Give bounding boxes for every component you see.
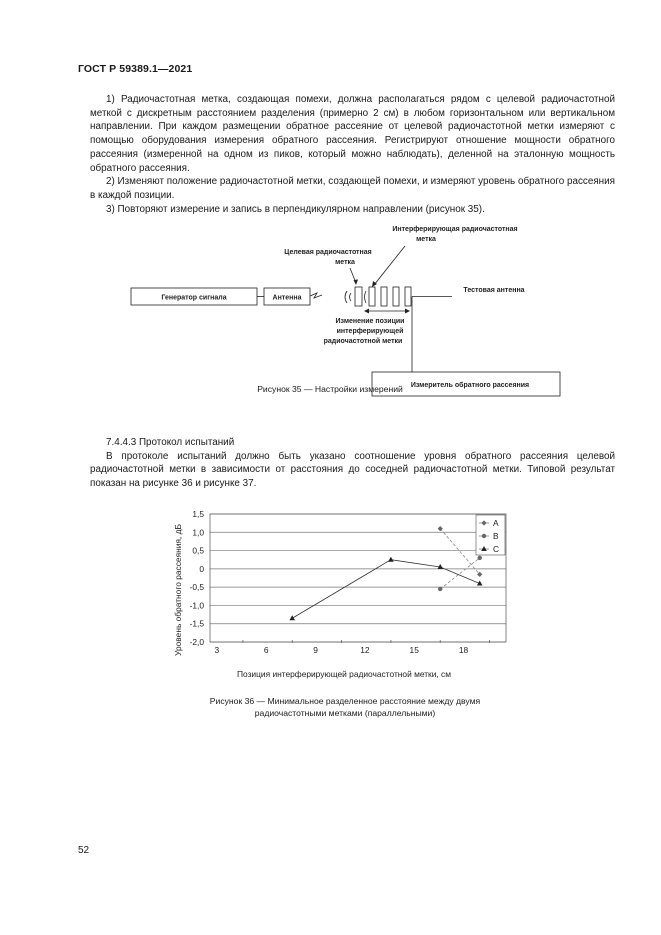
series-c-point: [289, 615, 295, 620]
figure-36-caption: [180, 696, 510, 719]
y-tick-label: 0: [199, 563, 204, 574]
chart-series-group: [289, 526, 482, 620]
figure-36-caption-line1: Рисунок 36 — Минимальное разделенное расстояние между двумя: [209, 696, 481, 706]
label-target-tag-line1: Целевая радиочастотная: [284, 249, 372, 256]
figure-35-diagram: [0, 215, 661, 405]
chart-x-axis-label: Позиция интерферирующей радиочастотной метки, см: [237, 669, 451, 679]
page-number: 52: [78, 845, 90, 856]
section-body: В протоколе испытаний должно быть указано соотношение уровня обратного рассеяния целевой радиочастотной метки в зависимости от расстояния до соседней радиочастотной метки. Типовой результат показан на рисунке 36 и рисунке 37.: [90, 450, 615, 490]
label-position-change-line3: радиочастотной метки: [323, 338, 403, 345]
wave-arc-icon: [345, 291, 347, 303]
y-tick-label: 0,5: [192, 545, 204, 556]
backscatter-meter-label: Измеритель обратного рассеяния: [410, 382, 530, 389]
series-b-point: [477, 556, 481, 560]
step-2: 2) Изменяют положение радиочастотной метки, создающей помехи, и измеряют уровень обратного рассеяния в каждой позиции.: [90, 176, 615, 201]
series-a-line: [440, 529, 479, 575]
y-tick-label: 1,0: [192, 527, 204, 538]
chart-legend: [476, 515, 505, 555]
y-tick-label: -1,0: [189, 600, 204, 611]
label-test-antenna: Тестовая антенна: [463, 287, 525, 294]
step-1: 1) Радиочастотная метка, создающая помехи, должна располагаться рядом с целевой радиочастотной меткой с дискретным расстоянием разделения (примерно 2 см) в любом горизонтальном или вертикальном направлении. При каждом размещении обратное рассеяние от целевой радиочастотной метки измеряют с помощью оборудования измерения обратного рассеяния. Регистрируют отношение мощности обратного рассеяния (измеренной на одном из пиков, который можно наблюдать), деленной на эталонную мощность обратного рассеяния.: [90, 94, 615, 174]
x-tick-label: 3: [214, 645, 220, 655]
legend-marker: [482, 534, 486, 538]
chart-y-axis-label: Уровень обратного рассеяния, дБ: [173, 524, 183, 656]
label-position-change-line1: Изменение позиции: [335, 318, 405, 325]
series-b-point: [438, 587, 442, 591]
step-3: 3) Повторяют измерение и запись в перпендикулярном направлении (рисунок 35).: [106, 203, 485, 215]
figure-36-caption-line2: радиочастотными метками (параллельными): [254, 707, 436, 718]
chart-y-ticks: [190, 509, 205, 647]
x-tick-label: 15: [409, 645, 419, 655]
chart-gridlines: [210, 514, 506, 642]
x-tick-label: 6: [263, 645, 269, 655]
section-7-4-4-3: [90, 436, 615, 491]
document-header: ГОСТ Р 59389.1—2021: [78, 63, 193, 75]
antenna-label: Антенна: [272, 294, 302, 302]
label-position-change-line2: интерферирующей: [336, 328, 404, 335]
label-target-tag-line2: метка: [335, 259, 355, 266]
label-interfering-tag-line1: Интерферирующая радиочастотная: [392, 226, 518, 233]
signal-generator-label: Генератор сигнала: [161, 294, 227, 302]
plot-frame: [210, 514, 506, 642]
section-heading: 7.4.4.3 Протокол испытаний: [106, 437, 235, 448]
y-tick-label: -0,5: [189, 582, 204, 593]
x-tick-label: 9: [313, 645, 318, 655]
legend-label: B: [493, 531, 499, 541]
y-tick-label: -1,5: [189, 618, 204, 629]
procedure-steps: [90, 93, 615, 216]
interfering-tag-shape: [369, 287, 375, 306]
series-c-line: [292, 560, 479, 619]
antenna-emission-icon: [310, 293, 322, 298]
legend-label: A: [493, 518, 499, 528]
x-tick-label: 18: [458, 645, 469, 655]
figure-36-chart: [160, 500, 540, 690]
series-c-point: [388, 557, 394, 562]
label-interfering-tag-line2: метка: [416, 236, 436, 243]
legend-label: C: [493, 544, 500, 554]
series-b-line: [440, 558, 479, 589]
x-tick-label: 12: [360, 645, 370, 655]
y-tick-label: -2,0: [189, 637, 204, 647]
target-tag-shape: [355, 287, 362, 306]
y-tick-label: 1,5: [192, 509, 204, 519]
figure-35-caption: Рисунок 35 — Настройки измерений: [257, 384, 403, 394]
